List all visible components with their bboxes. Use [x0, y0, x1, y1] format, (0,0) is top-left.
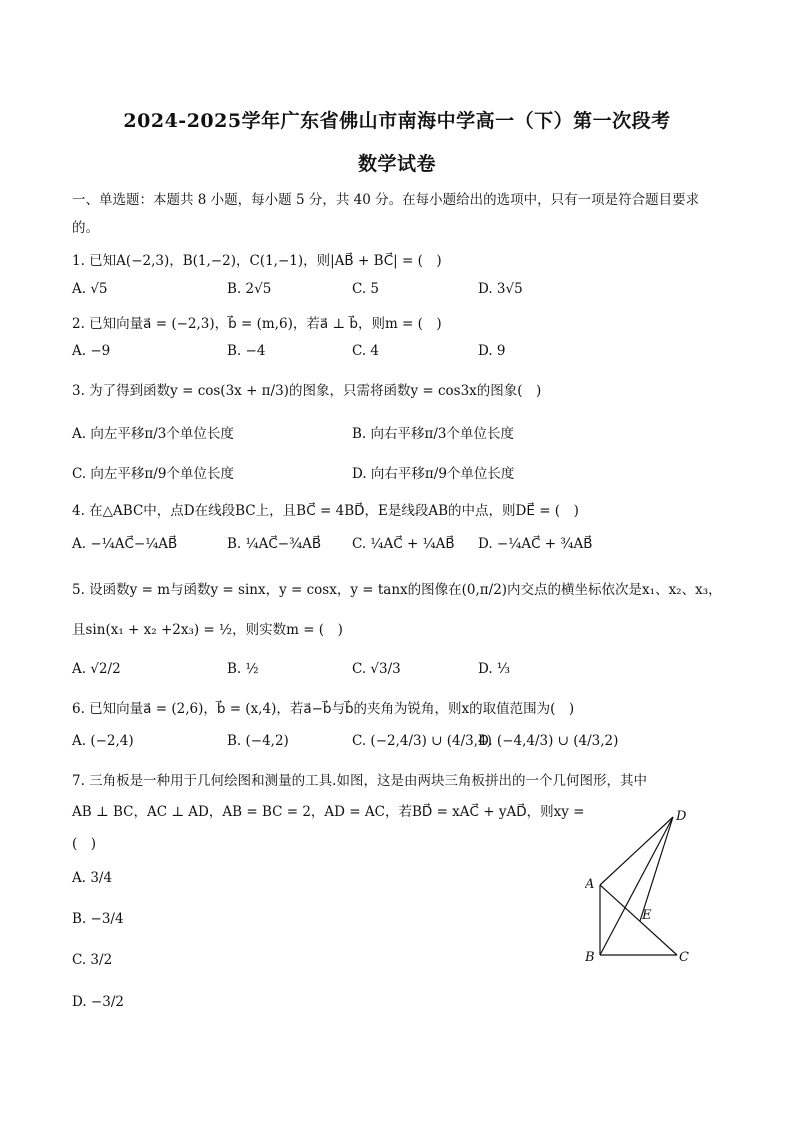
- q5-stem-line2: 且sin(x₁ + x₂ +2x₃) = ½，则实数m = ( ): [72, 622, 343, 638]
- q3-option-a: A. 向左平移π/3个单位长度: [72, 426, 234, 442]
- q3-option-b: B. 向右平移π/3个单位长度: [352, 426, 515, 442]
- q7-option-a: A. 3/4: [72, 870, 113, 886]
- q6-stem: 6. 已知向量a⃗ = (2,6)，b⃗ = (x,4)，若a⃗−b⃗与b⃗的夹角为锐角，则x的取值范围为( ): [72, 701, 575, 717]
- label-b: B: [585, 950, 595, 965]
- q7-stem-line2: AB ⊥ BC，AC ⊥ AD，AB = BC = 2，AD = AC，若BD⃗ = xAC⃗ + yAD⃗，则xy =: [72, 804, 585, 820]
- q7-stem-line3: ( ): [72, 836, 97, 852]
- q7-stem-line1: 7. 三角板是一种用于几何绘图和测量的工具.如图，这是由两块三角板拼出的一个几何图形，其中: [72, 773, 647, 789]
- q1-option-c: C. 5: [352, 281, 380, 297]
- q7-option-b: B. −3/4: [72, 911, 124, 927]
- q7-option-d: D. −3/2: [72, 994, 124, 1010]
- q2-option-b: B. −4: [227, 343, 266, 359]
- q4-option-b: B. ¼AC⃗−¾AB⃗: [227, 536, 322, 552]
- q7-triangle-figure: [585, 805, 705, 970]
- q6-option-d: D. (−4,4/3) ∪ (4/3,2): [478, 733, 619, 749]
- q5-stem-line1: 5. 设函数y = m与函数y = sinx，y = cosx，y = tanx的图像在(0,π/2)内交点的横坐标依次是x₁、x₂、x₃，: [72, 582, 722, 598]
- q4-stem: 4. 在△ABC中，点D在线段BC上，且BC⃗ = 4BD⃗，E是线段AB的中点，则DE⃗ = ( ): [72, 503, 579, 519]
- q6-option-a: A. (−2,4): [72, 733, 134, 749]
- q1-option-a: A. √5: [72, 281, 108, 297]
- label-c: C: [679, 950, 689, 965]
- q2-option-a: A. −9: [72, 343, 111, 359]
- section-instructions-line1: 一、单选题：本题共 8 小题，每小题 5 分，共 40 分。在每小题给出的选项中，只有一项是符合题目要求: [72, 192, 700, 208]
- q2-option-c: C. 4: [352, 343, 380, 359]
- label-a: A: [585, 877, 595, 892]
- q6-option-b: B. (−4,2): [227, 733, 289, 749]
- q4-option-a: A. −¼AC⃗−¼AB⃗: [72, 536, 178, 552]
- section-instructions-line2: 的。: [72, 220, 99, 236]
- q5-option-d: D. ⅓: [478, 661, 511, 677]
- label-d: D: [676, 809, 687, 824]
- q3-stem: 3. 为了得到函数y = cos(3x + π/3)的图象，只需将函数y = cos3x的图象( ): [72, 383, 542, 399]
- q5-option-a: A. √2/2: [72, 661, 121, 677]
- label-e: E: [642, 908, 652, 923]
- q7-option-c: C. 3/2: [72, 952, 113, 968]
- page-title: 2024-2025学年广东省佛山市南海中学高一（下）第一次段考: [123, 110, 671, 132]
- q1-option-b: B. 2√5: [227, 281, 272, 297]
- q1-option-d: D. 3√5: [478, 281, 523, 297]
- segment-ac: [600, 885, 677, 955]
- q3-option-d: D. 向右平移π/9个单位长度: [352, 466, 515, 482]
- q5-option-c: C. √3/3: [352, 661, 401, 677]
- q1-stem: 1. 已知A(−2,3)，B(1,−2)，C(1,−1)，则|AB⃗ + BC⃗| = ( ): [72, 253, 442, 269]
- q2-stem: 2. 已知向量a⃗ = (−2,3)，b⃗ = (m,6)，若a⃗ ⊥ b⃗，则m = ( ): [72, 316, 442, 332]
- segment-bd: [600, 817, 673, 955]
- q3-option-c: C. 向左平移π/9个单位长度: [72, 466, 234, 482]
- page-subtitle: 数学试卷: [357, 153, 436, 175]
- q4-option-d: D. −¼AC⃗ + ¾AB⃗: [478, 536, 593, 552]
- q4-option-c: C. ¼AC⃗ + ¼AB⃗: [352, 536, 455, 552]
- q6-option-c: C. (−2,4/3) ∪ (4/3,4): [352, 733, 492, 749]
- q2-option-d: D. 9: [478, 343, 506, 359]
- q5-option-b: B. ½: [227, 661, 259, 677]
